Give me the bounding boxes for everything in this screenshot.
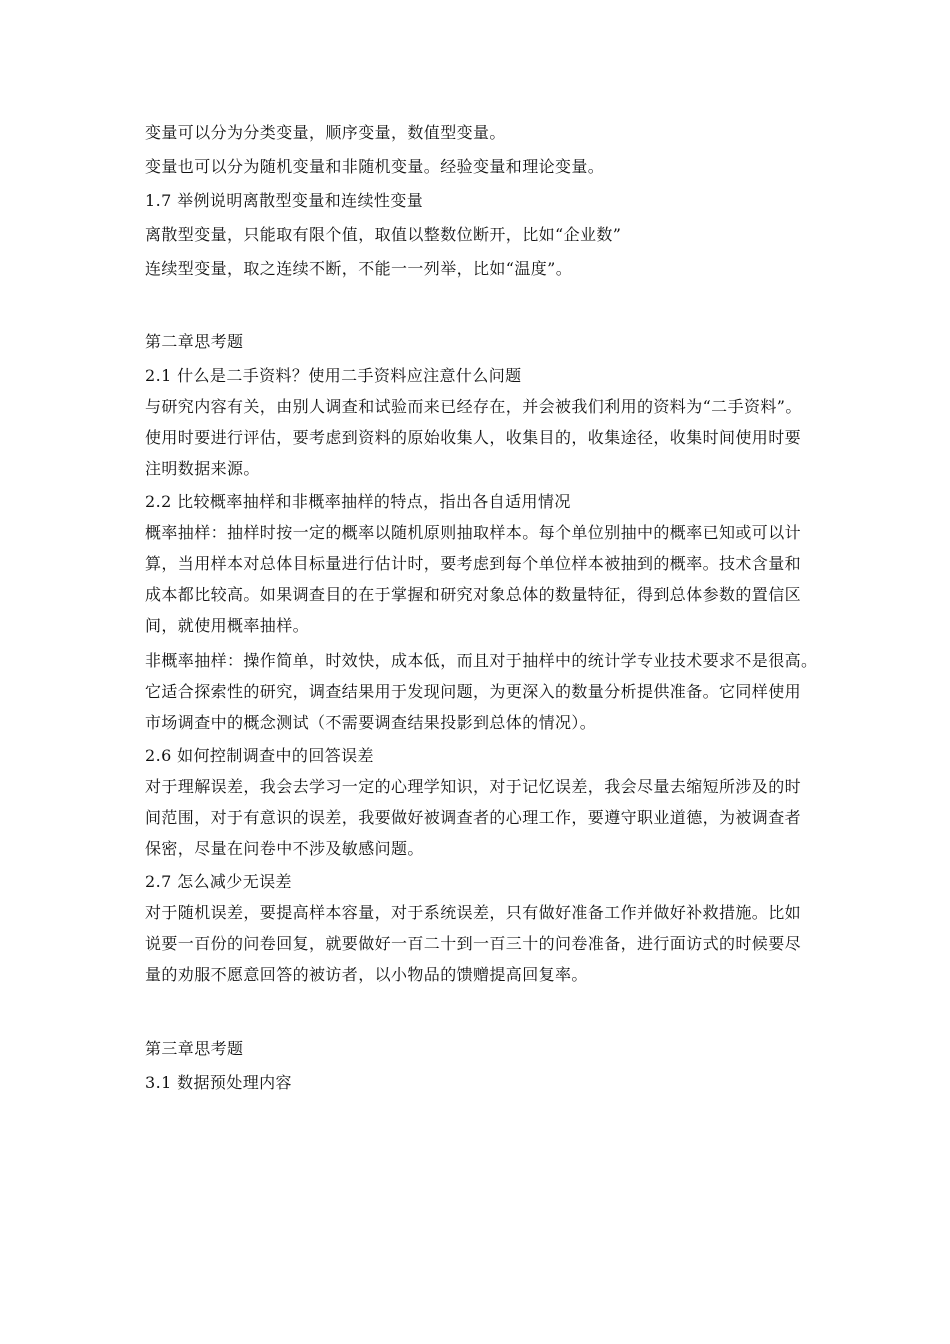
answer-paragraph: [145, 897, 810, 990]
text-line: 间，就使用概率抽样。: [145, 616, 310, 635]
answer-paragraph: [145, 771, 810, 864]
text-line: 离散型变量，只能取有限个值，取值以整数位断开，比如“企业数”: [145, 225, 622, 244]
text-line: 注明数据来源。: [145, 459, 260, 478]
chapter-heading: 第二章思考题: [145, 332, 244, 351]
answer-paragraph: [145, 645, 818, 738]
text-line: 对于理解误差，我会去学习一定的心理学知识，对于记忆误差，我会尽量去缩短所涉及的时: [145, 777, 802, 796]
text-line: 变量可以分为分类变量，顺序变量，数值型变量。: [145, 123, 506, 142]
text-line: 保密，尽量在问卷中不涉及敏感问题。: [145, 839, 424, 858]
question-heading: 2.6 如何控制调查中的回答误差: [145, 746, 374, 765]
answer-paragraph: [145, 391, 810, 484]
text-line: 间范围，对于有意识的误差，我要做好被调查者的心理工作，要遵守职业道德，为被调查者: [145, 808, 802, 827]
question-heading: 2.2 比较概率抽样和非概率抽样的特点，指出各自适用情况: [145, 492, 571, 511]
chapter-heading: 第三章思考题: [145, 1039, 244, 1058]
text-line: 说要一百份的问卷回复，就要做好一百二十到一百三十的问卷准备，进行面访式的时候要尽: [145, 934, 802, 953]
answer-paragraph: [145, 517, 810, 641]
text-line: 变量也可以分为随机变量和非随机变量。经验变量和理论变量。: [145, 157, 605, 176]
text-line: 它适合探索性的研究，调查结果用于发现问题，为更深入的数量分析提供准备。它同样使用: [145, 682, 802, 701]
text-line: 量的劝服不愿意回答的被访者，以小物品的馈赠提高回复率。: [145, 965, 588, 984]
text-line: 概率抽样：抽样时按一定的概率以随机原则抽取样本。每个单位别抽中的概率已知或可以计: [145, 523, 802, 542]
text-line: 连续型变量，取之连续不断，不能一一列举，比如“温度”。: [145, 259, 573, 278]
text-line: 算，当用样本对总体目标量进行估计时，要考虑到每个单位样本被抽到的概率。技术含量和: [145, 554, 802, 573]
text-line: 对于随机误差，要提高样本容量，对于系统误差，只有做好准备工作并做好补救措施。比如: [145, 903, 802, 922]
text-line: 市场调查中的概念测试（不需要调查结果投影到总体的情况）。: [145, 713, 597, 732]
question-heading: 1.7 举例说明离散型变量和连续性变量: [145, 191, 424, 210]
text-line: 使用时要进行评估，要考虑到资料的原始收集人，收集目的，收集途径，收集时间使用时要: [145, 428, 802, 447]
text-line: 非概率抽样：操作简单，时效快，成本低，而且对于抽样中的统计学专业技术要求不是很高。: [145, 651, 818, 670]
question-heading: 2.7 怎么减少无误差: [145, 872, 292, 891]
document-page: [145, 119, 818, 1096]
text-line: 与研究内容有关，由别人调查和试验而来已经存在，并会被我们利用的资料为“二手资料”。: [145, 397, 802, 416]
text-line: 成本都比较高。如果调查目的在于掌握和研究对象总体的数量特征，得到总体参数的置信区: [145, 585, 802, 604]
question-heading: 2.1 什么是二手资料？使用二手资料应注意什么问题: [145, 366, 522, 385]
question-heading: 3.1 数据预处理内容: [145, 1073, 292, 1092]
